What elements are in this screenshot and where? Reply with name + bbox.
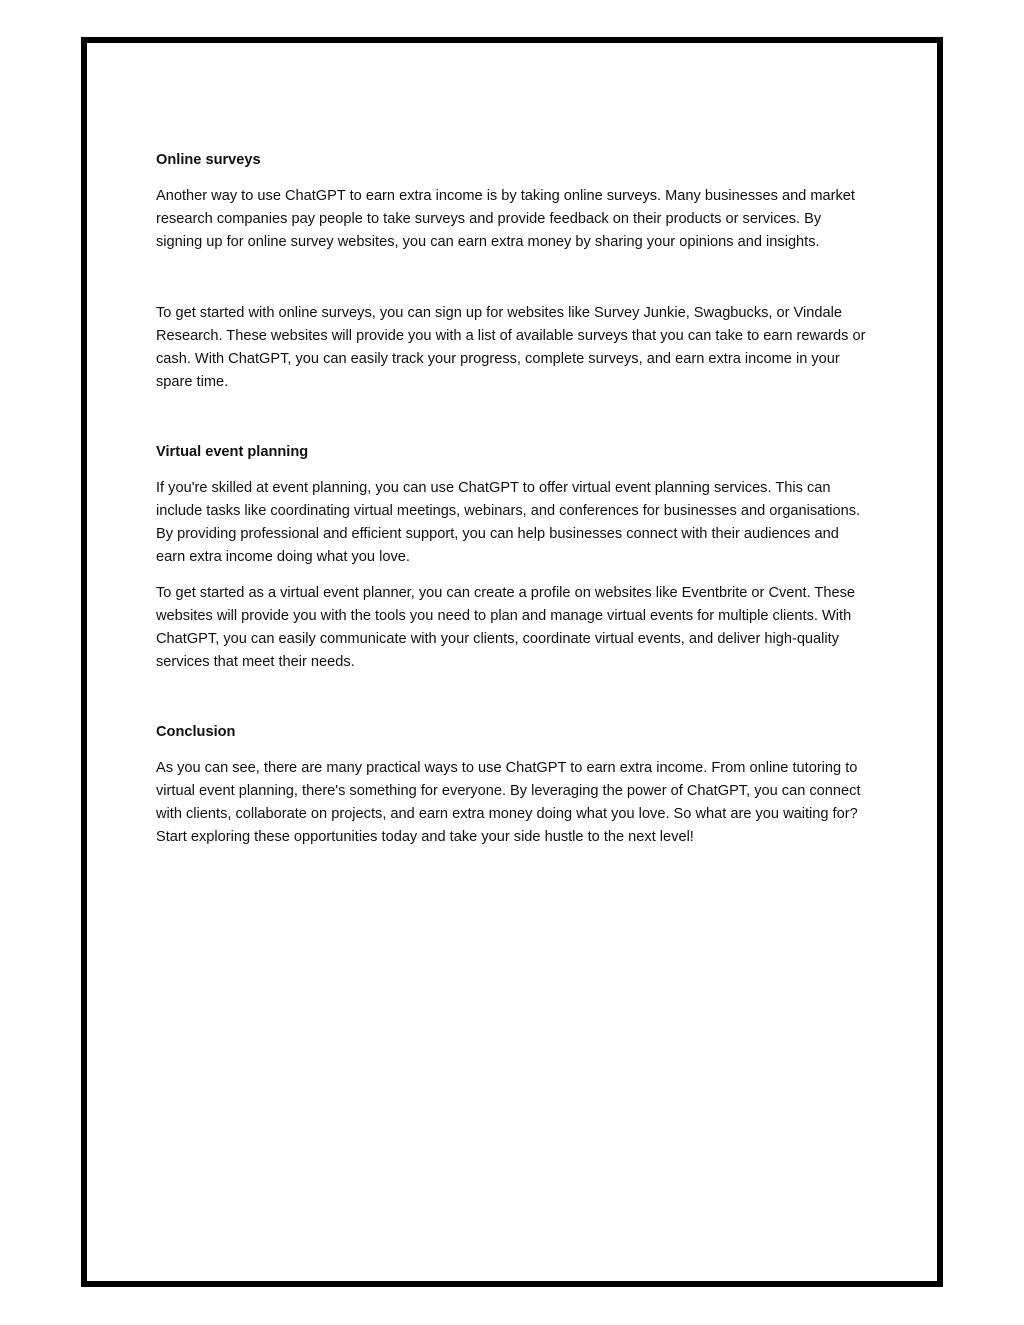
- paragraph-spacer: [156, 267, 868, 302]
- document-body: [156, 150, 868, 862]
- section-heading: Online surveys: [156, 152, 261, 168]
- section-heading: Virtual event planning: [156, 444, 309, 460]
- section-heading: Conclusion: [156, 724, 236, 740]
- section-spacer: [156, 407, 868, 442]
- paragraph: As you can see, there are many practical ways to use ChatGPT to earn extra income. From online tutoring to virtual event planning, there's something for everyone. By leveraging the power of ChatGPT, you can connect with clients, collaborate on projects, and earn extra money doing what you love. So what are you waiting for? Start exploring these opportunities today and take your side hustle to the next level!: [156, 760, 861, 845]
- section-spacer: [156, 687, 868, 722]
- section-online-surveys: [156, 150, 868, 394]
- paragraph: If you're skilled at event planning, you can use ChatGPT to offer virtual event planning services. This can include tasks like coordinating virtual meetings, webinars, and conferences for businesses and organisations. By providing professional and efficient support, you can help businesses connect with their audiences and earn extra income doing what you love.: [156, 480, 861, 565]
- section-virtual-event-planning: [156, 442, 868, 674]
- paragraph: To get started as a virtual event planner, you can create a profile on websites like Eventbrite or Cvent. These websites will provide you with the tools you need to plan and manage virtual events for multiple clients. With ChatGPT, you can easily communicate with your clients, coordinate virtual events, and deliver high-quality services that meet their needs.: [156, 585, 855, 670]
- section-conclusion: [156, 722, 868, 849]
- paragraph: Another way to use ChatGPT to earn extra income is by taking online surveys. Many businesses and market research companies pay people to take surveys and provide feedback on their products or services. By signing up for online survey websites, you can earn extra money by sharing your opinions and insights.: [156, 188, 855, 250]
- paragraph: To get started with online surveys, you can sign up for websites like Survey Junkie, Swagbucks, or Vindale Research. These websites will provide you with a list of available surveys that you can take to earn rewards or cash. With ChatGPT, you can easily track your progress, complete surveys, and earn extra income in your spare time.: [156, 305, 866, 390]
